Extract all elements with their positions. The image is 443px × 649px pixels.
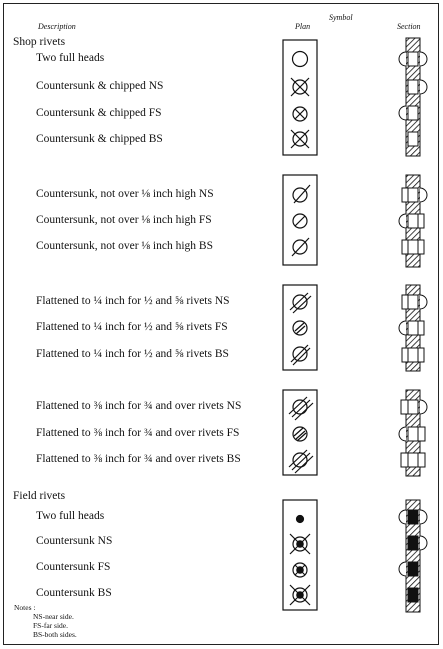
shop-row-flattened-three-eighths-ns: Flattened to ⅜ inch for ¾ and over rivets NS xyxy=(36,400,242,412)
plan-flattened-three-eighths-fs-icon xyxy=(293,427,307,441)
header-description: Description xyxy=(38,22,76,31)
field-row-two-full-heads: Two full heads xyxy=(36,510,105,522)
header-plan: Plan xyxy=(295,22,311,31)
plan-flattened-three-eighths-bs-icon xyxy=(289,450,313,473)
note-ns: NS-near side. xyxy=(33,612,74,621)
plan-flattened-quarter-bs-icon xyxy=(291,345,310,365)
section-title-shop-rivets: Shop rivets xyxy=(13,36,66,48)
section-group-1 xyxy=(399,38,427,156)
plan-countersunk-eighth-ns-icon xyxy=(293,185,310,203)
shop-row-countersunk-chipped-bs: Countersunk & chipped BS xyxy=(36,133,163,145)
shop-row-flattened-quarter-fs: Flattened to ¼ inch for ½ and ⅝ rivets FS xyxy=(36,321,228,333)
plan-field-countersunk-fs-icon xyxy=(293,563,307,577)
shop-row-flattened-quarter-ns: Flattened to ¼ inch for ½ and ⅝ rivets NS xyxy=(36,295,230,307)
section-group-4 xyxy=(399,390,427,476)
plan-flattened-three-eighths-ns-icon xyxy=(289,397,313,420)
shop-row-flattened-quarter-bs: Flattened to ¼ inch for ½ and ⅝ rivets BS xyxy=(36,348,229,360)
shop-row-countersunk-eighth-fs: Countersunk, not over ⅛ inch high FS xyxy=(36,214,212,226)
plan-countersunk-eighth-fs-icon xyxy=(293,214,307,228)
plan-countersunk-chipped-bs-icon xyxy=(291,130,309,148)
plan-field-countersunk-ns-icon xyxy=(290,534,310,554)
plan-field-countersunk-bs-icon xyxy=(290,585,310,605)
section-field xyxy=(399,500,427,612)
section-group-3 xyxy=(399,285,427,371)
field-row-countersunk-bs: Countersunk BS xyxy=(36,587,112,599)
field-row-countersunk-ns: Countersunk NS xyxy=(36,535,113,547)
plan-countersunk-eighth-bs-icon xyxy=(292,238,309,256)
shop-row-countersunk-chipped-ns: Countersunk & chipped NS xyxy=(36,80,164,92)
shop-row-two-full-heads: Two full heads xyxy=(36,52,105,64)
shop-row-countersunk-chipped-fs: Countersunk & chipped FS xyxy=(36,107,162,119)
plan-flattened-quarter-fs-icon xyxy=(293,321,307,335)
note-bs: BS-both sides. xyxy=(33,630,77,639)
plan-flattened-quarter-ns-icon xyxy=(290,293,311,313)
shop-row-flattened-three-eighths-fs: Flattened to ⅜ inch for ¾ and over rivets FS xyxy=(36,427,240,439)
header-symbol: Symbol xyxy=(329,13,353,22)
plan-field-two-full-heads-icon xyxy=(297,516,304,523)
plan-two-full-heads-icon xyxy=(293,52,308,67)
plan-countersunk-chipped-ns-icon xyxy=(291,78,309,96)
plan-countersunk-chipped-fs-icon xyxy=(293,107,307,121)
section-group-2 xyxy=(399,175,427,267)
shop-row-countersunk-eighth-bs: Countersunk, not over ⅛ inch high BS xyxy=(36,240,213,252)
section-title-field-rivets: Field rivets xyxy=(13,490,66,502)
shop-row-countersunk-eighth-ns: Countersunk, not over ⅛ inch high NS xyxy=(36,188,214,200)
notes-title: Notes : xyxy=(14,603,36,612)
field-row-countersunk-fs: Countersunk FS xyxy=(36,561,111,573)
shop-row-flattened-three-eighths-bs: Flattened to ⅜ inch for ¾ and over rivets BS xyxy=(36,453,241,465)
plan-box-group-1 xyxy=(283,40,317,155)
header-section: Section xyxy=(397,22,421,31)
note-fs: FS-far side. xyxy=(33,621,68,630)
